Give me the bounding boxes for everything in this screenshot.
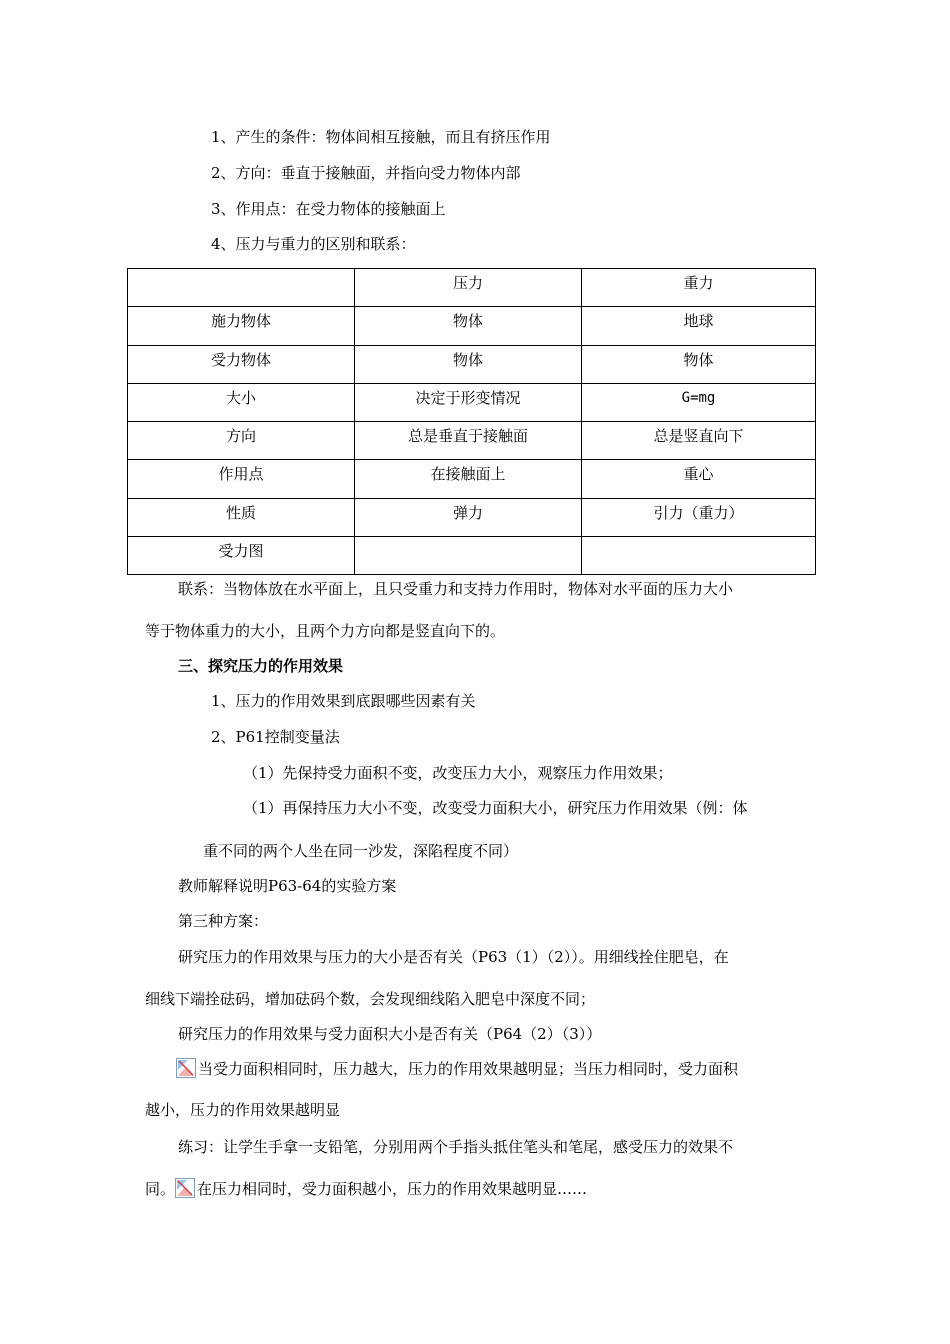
table-row bbox=[128, 307, 816, 345]
study-1-line-1: 研究压力的作用效果与压力的大小是否有关（P63（1）（2））。用细线拴住肥皂，在 bbox=[178, 948, 729, 966]
table-cell bbox=[582, 536, 816, 574]
study-2: 研究压力的作用效果与受力面积大小是否有关（P64（2）（3）） bbox=[178, 1025, 602, 1043]
table-cell: 物体 bbox=[355, 307, 582, 345]
table-cell: 物体 bbox=[355, 345, 582, 383]
table-cell bbox=[355, 536, 582, 574]
point-1: 1、产生的条件：物体间相互接触，而且有挤压作用 bbox=[211, 128, 551, 146]
table-header-row bbox=[128, 269, 816, 307]
point-4: 4、压力与重力的区别和联系： bbox=[211, 235, 416, 253]
conclusion-text: 当受力面积相同时，压力越大，压力的作用效果越明显；当压力相同时，受力面积 bbox=[198, 1060, 739, 1078]
study-1-line-2: 细线下端拴砝码，增加砝码个数，会发现细线陷入肥皂中深度不同； bbox=[145, 990, 596, 1008]
table-cell: G=mg bbox=[582, 383, 816, 421]
table-header-cell: 压力 bbox=[355, 269, 582, 307]
table-cell: 受力物体 bbox=[128, 345, 355, 383]
point-2: 2、方向：垂直于接触面，并指向受力物体内部 bbox=[211, 164, 521, 182]
table-cell: 重心 bbox=[582, 460, 816, 498]
sub-item-1: （1）先保持受力面积不变，改变压力大小，观察压力作用效果； bbox=[243, 764, 673, 782]
table-cell: 性质 bbox=[128, 498, 355, 536]
relation-line-1: 联系：当物体放在水平面上，且只受重力和支持力作用时，物体对水平面的压力大小 bbox=[178, 580, 734, 598]
sub-item-2-line-1: （1）再保持压力大小不变，改变受力面积大小，研究压力作用效果（例：体 bbox=[243, 799, 748, 817]
table-cell: 决定于形变情况 bbox=[355, 383, 582, 421]
table-cell: 在接触面上 bbox=[355, 460, 582, 498]
table-cell: 施力物体 bbox=[128, 307, 355, 345]
table-row bbox=[128, 383, 816, 421]
exercise-prefix: 同。 bbox=[145, 1180, 176, 1198]
conclusion-line-1 bbox=[176, 1058, 738, 1079]
section-heading: 三、探究压力的作用效果 bbox=[178, 657, 344, 675]
teacher-note: 教师解释说明P63-64的实验方案 bbox=[178, 877, 397, 895]
table-cell: 物体 bbox=[582, 345, 816, 383]
table-cell: 作用点 bbox=[128, 460, 355, 498]
point-3: 3、作用点：在受力物体的接触面上 bbox=[211, 200, 446, 218]
table-cell: 受力图 bbox=[128, 536, 355, 574]
image-placeholder-icon bbox=[176, 1058, 196, 1078]
table-row bbox=[128, 498, 816, 536]
table-cell: 总是垂直于接触面 bbox=[355, 422, 582, 460]
section-item-1: 1、压力的作用效果到底跟哪些因素有关 bbox=[211, 692, 476, 710]
table-cell: 方向 bbox=[128, 422, 355, 460]
table-row bbox=[128, 536, 816, 574]
table-cell: 地球 bbox=[582, 307, 816, 345]
table-header-cell: 重力 bbox=[582, 269, 816, 307]
table-cell: 引力（重力） bbox=[582, 498, 816, 536]
section-item-2: 2、P61控制变量法 bbox=[211, 728, 340, 746]
image-placeholder-icon bbox=[175, 1178, 195, 1198]
exercise-text: 在压力相同时，受力面积越小，压力的作用效果越明显…… bbox=[197, 1180, 588, 1198]
exercise-line-2 bbox=[145, 1178, 587, 1199]
table-cell: 大小 bbox=[128, 383, 355, 421]
table-row bbox=[128, 345, 816, 383]
comparison-table bbox=[127, 268, 816, 575]
relation-line-2: 等于物体重力的大小，且两个力方向都是竖直向下的。 bbox=[145, 622, 506, 640]
table-row bbox=[128, 460, 816, 498]
plan-three-label: 第三种方案： bbox=[178, 912, 269, 930]
table-cell: 弹力 bbox=[355, 498, 582, 536]
table-cell: 总是竖直向下 bbox=[582, 422, 816, 460]
sub-item-2-line-2: 重不同的两个人坐在同一沙发，深陷程度不同） bbox=[203, 842, 519, 860]
exercise-line-1: 练习：让学生手拿一支铅笔，分别用两个手指头抵住笔头和笔尾，感受压力的效果不 bbox=[178, 1138, 734, 1156]
table-header-cell bbox=[128, 269, 355, 307]
conclusion-line-2: 越小，压力的作用效果越明显 bbox=[145, 1101, 341, 1119]
table-row bbox=[128, 422, 816, 460]
